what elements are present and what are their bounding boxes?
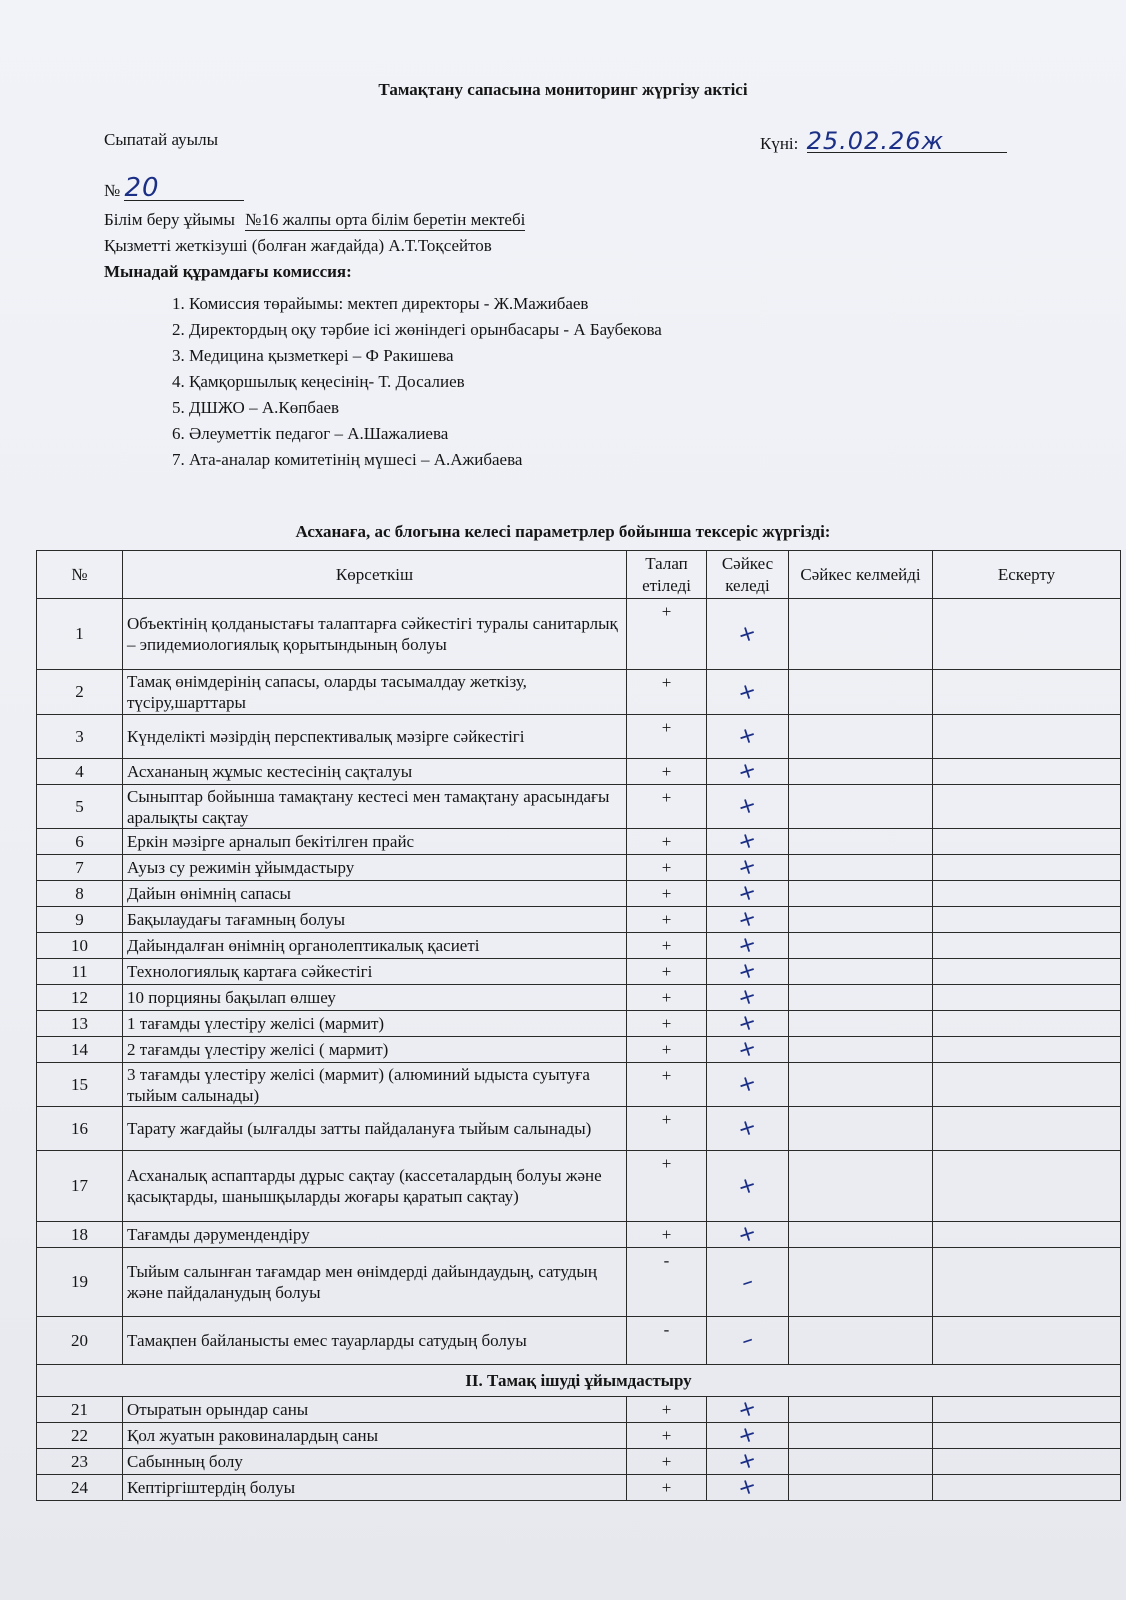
row-number: 18 xyxy=(37,1222,123,1248)
handwritten-mark: + xyxy=(734,1446,761,1477)
row-compliant xyxy=(707,852,789,883)
row-required: + xyxy=(627,759,707,785)
row-number: 16 xyxy=(37,1107,123,1151)
row-compliant xyxy=(707,1420,789,1451)
row-required: + xyxy=(627,829,707,855)
handwritten-mark: – xyxy=(738,1268,757,1296)
row-noncompliant xyxy=(789,599,933,670)
row-noncompliant xyxy=(789,855,933,881)
row-noncompliant xyxy=(789,985,933,1011)
handwritten-mark: + xyxy=(734,1034,761,1065)
row-required: + xyxy=(627,670,707,715)
commission-member: 7. Ата-аналар комитетінің мүшесі – А.Ажибаева xyxy=(172,450,523,469)
row-note xyxy=(933,985,1121,1011)
number-field xyxy=(104,173,244,203)
row-number: 19 xyxy=(37,1248,123,1317)
handwritten-mark: + xyxy=(734,982,761,1013)
row-number: 4 xyxy=(37,759,123,785)
row-required: + xyxy=(627,1423,707,1449)
row-compliant xyxy=(707,756,789,787)
commission-member: 1. Комиссия төрайымы: мектеп директоры - Ж.Мажибаев xyxy=(172,294,589,313)
row-indicator: 1 тағамды үлестіру желісі (мармит) xyxy=(123,1011,627,1037)
row-note xyxy=(933,785,1121,829)
row-required: + xyxy=(627,1151,707,1222)
row-note xyxy=(933,1011,1121,1037)
inspection-subtitle: Асханаға, ас блогына келесі параметрлер бойынша тексеріс жүргізді: xyxy=(295,522,831,541)
header-required: Талап етіледі xyxy=(627,551,707,599)
handwritten-mark: + xyxy=(734,1394,761,1425)
row-noncompliant xyxy=(789,907,933,933)
row-number: 24 xyxy=(37,1475,123,1501)
row-compliant xyxy=(707,1151,789,1222)
row-noncompliant xyxy=(789,1011,933,1037)
row-indicator: Тарату жағдайы (ылғалды затты пайдалануға тыйым салынады) xyxy=(123,1107,627,1151)
row-noncompliant xyxy=(789,1107,933,1151)
row-indicator: Күнделікті мәзірдің перспективалық мәзірге сәйкестігі xyxy=(123,715,627,759)
row-number: 14 xyxy=(37,1037,123,1063)
row-required: + xyxy=(627,985,707,1011)
row-number: 22 xyxy=(37,1423,123,1449)
table-row xyxy=(37,1151,1121,1222)
row-compliant xyxy=(707,785,789,829)
row-compliant xyxy=(707,1063,789,1107)
table-row xyxy=(37,855,1121,881)
row-compliant xyxy=(707,904,789,935)
handwritten-mark: + xyxy=(734,1113,761,1144)
table-row xyxy=(37,907,1121,933)
handwritten-mark: + xyxy=(734,904,761,935)
row-required: + xyxy=(627,715,707,759)
date-field xyxy=(760,127,1007,155)
row-note xyxy=(933,933,1121,959)
row-note xyxy=(933,829,1121,855)
section-header-row xyxy=(37,1365,1121,1397)
handwritten-mark: + xyxy=(734,1219,761,1250)
row-noncompliant xyxy=(789,715,933,759)
row-indicator: Бақылаудағы тағамның болуы xyxy=(123,907,627,933)
row-note xyxy=(933,1397,1121,1423)
number-value: 20 xyxy=(124,176,244,201)
row-required: + xyxy=(627,1011,707,1037)
row-required: + xyxy=(627,959,707,985)
row-compliant xyxy=(707,826,789,857)
row-number: 5 xyxy=(37,785,123,829)
handwritten-mark: – xyxy=(738,1326,757,1355)
table-row xyxy=(37,881,1121,907)
table-row xyxy=(37,1011,1121,1037)
row-noncompliant xyxy=(789,1063,933,1107)
handwritten-mark: + xyxy=(734,826,761,857)
row-note xyxy=(933,1107,1121,1151)
handwritten-mark: + xyxy=(734,756,761,787)
row-note xyxy=(933,1449,1121,1475)
organization-label: Білім беру ұйымы xyxy=(104,210,235,229)
row-noncompliant xyxy=(789,1475,933,1501)
row-compliant xyxy=(707,715,789,759)
row-compliant xyxy=(707,1317,789,1365)
row-indicator: Дайын өнімнің сапасы xyxy=(123,881,627,907)
row-indicator: Асханалық аспаптарды дұрыс сақтау (кассеталардың болуы және қасықтарды, шанышқыларды жоғары қаратып сақтау) xyxy=(123,1151,627,1222)
commission-list xyxy=(172,291,662,473)
row-required: + xyxy=(627,1397,707,1423)
row-required: + xyxy=(627,785,707,829)
row-note xyxy=(933,1423,1121,1449)
handwritten-mark: + xyxy=(734,619,761,649)
row-note xyxy=(933,1248,1121,1317)
row-required: + xyxy=(627,1037,707,1063)
row-required: + xyxy=(627,1107,707,1151)
row-compliant xyxy=(707,1446,789,1477)
row-noncompliant xyxy=(789,959,933,985)
row-indicator: Еркін мәзірге арналып бекітілген прайс xyxy=(123,829,627,855)
row-noncompliant xyxy=(789,1037,933,1063)
row-compliant xyxy=(707,1472,789,1503)
row-number: 21 xyxy=(37,1397,123,1423)
commission-member: 3. Медицина қызметкері – Ф Ракишева xyxy=(172,346,454,365)
table-row xyxy=(37,1423,1121,1449)
table-row xyxy=(37,1248,1121,1317)
row-indicator: 3 тағамды үлестіру желісі (мармит) (алюминий ыдыста суытуға тыйым салынады) xyxy=(123,1063,627,1107)
row-compliant xyxy=(707,1248,789,1317)
row-compliant xyxy=(707,599,789,670)
row-compliant xyxy=(707,878,789,909)
row-number: 13 xyxy=(37,1011,123,1037)
village-label: Сыпатай ауылы xyxy=(104,130,219,149)
row-note xyxy=(933,599,1121,670)
row-number: 12 xyxy=(37,985,123,1011)
row-number: 9 xyxy=(37,907,123,933)
row-compliant xyxy=(707,930,789,961)
table-row xyxy=(37,759,1121,785)
row-number: 17 xyxy=(37,1151,123,1222)
row-note xyxy=(933,1317,1121,1365)
row-noncompliant xyxy=(789,759,933,785)
row-required: + xyxy=(627,1475,707,1501)
handwritten-mark: + xyxy=(734,721,761,752)
row-compliant xyxy=(707,1034,789,1065)
row-number: 15 xyxy=(37,1063,123,1107)
handwritten-mark: + xyxy=(734,1472,761,1503)
section-title: II. Тамақ ішуді ұйымдастыру xyxy=(37,1365,1121,1397)
table-row xyxy=(37,985,1121,1011)
handwritten-mark: + xyxy=(734,1069,761,1100)
row-noncompliant xyxy=(789,670,933,715)
handwritten-mark: + xyxy=(734,956,761,987)
row-indicator: Сыныптар бойынша тамақтану кестесі мен тамақтану арасындағы аралықты сақтау xyxy=(123,785,627,829)
table-row xyxy=(37,1317,1121,1365)
row-note xyxy=(933,855,1121,881)
handwritten-mark: + xyxy=(734,852,761,883)
date-value: 25.02.26ж xyxy=(807,130,1007,153)
row-required: + xyxy=(627,881,707,907)
row-indicator: Асхананың жұмыс кестесінің сақталуы xyxy=(123,759,627,785)
row-indicator: Отыратын орындар саны xyxy=(123,1397,627,1423)
row-noncompliant xyxy=(789,1222,933,1248)
row-noncompliant xyxy=(789,1423,933,1449)
handwritten-mark: + xyxy=(734,1171,761,1201)
row-noncompliant xyxy=(789,1449,933,1475)
row-note xyxy=(933,1037,1121,1063)
row-indicator: Кептіргіштердің болуы xyxy=(123,1475,627,1501)
table-row xyxy=(37,1449,1121,1475)
organization-line xyxy=(104,210,525,231)
handwritten-mark: + xyxy=(734,677,761,707)
handwritten-mark: + xyxy=(734,930,761,961)
document-title: Тамақтану сапасына мониторинг жүргізу актісі xyxy=(378,80,748,99)
row-noncompliant xyxy=(789,1248,933,1317)
header-indicator: Көрсеткіш xyxy=(123,551,627,599)
row-compliant xyxy=(707,1219,789,1250)
row-noncompliant xyxy=(789,1397,933,1423)
row-indicator: Сабынның болу xyxy=(123,1449,627,1475)
row-note xyxy=(933,1151,1121,1222)
row-indicator: Дайындалған өнімнің органолептикалық қасиеті xyxy=(123,933,627,959)
row-number: 11 xyxy=(37,959,123,985)
row-indicator: Қол жуатын раковиналардың саны xyxy=(123,1423,627,1449)
supplier-line: Қызметті жеткізуші (болған жағдайда) А.Т.Тоқсейтов xyxy=(104,236,492,255)
table-header-row xyxy=(37,551,1121,599)
row-compliant xyxy=(707,1008,789,1039)
commission-member: 6. Әлеуметтік педагог – А.Шажалиева xyxy=(172,424,449,443)
row-note xyxy=(933,881,1121,907)
commission-member: 5. ДШЖО – А.Көпбаев xyxy=(172,398,340,417)
row-required: + xyxy=(627,1449,707,1475)
row-number: 2 xyxy=(37,670,123,715)
row-required: + xyxy=(627,1222,707,1248)
commission-member: 4. Қамқоршылық кеңесінің- Т. Досалиев xyxy=(172,372,465,391)
row-indicator: Тамақ өнімдерінің сапасы, оларды тасымалдау жеткізу, түсіру,шарттары xyxy=(123,670,627,715)
handwritten-mark: + xyxy=(734,878,761,909)
row-required: + xyxy=(627,907,707,933)
header-compliant: Сәйкес келеді xyxy=(707,551,789,599)
table-row xyxy=(37,1063,1121,1107)
row-indicator: 10 порцияны бақылап өлшеу xyxy=(123,985,627,1011)
header-number: № xyxy=(37,551,123,599)
row-noncompliant xyxy=(789,933,933,959)
row-number: 3 xyxy=(37,715,123,759)
table-row xyxy=(37,785,1121,829)
row-number: 10 xyxy=(37,933,123,959)
row-note xyxy=(933,715,1121,759)
row-number: 23 xyxy=(37,1449,123,1475)
row-note xyxy=(933,1475,1121,1501)
row-noncompliant xyxy=(789,785,933,829)
row-number: 6 xyxy=(37,829,123,855)
row-noncompliant xyxy=(789,881,933,907)
row-noncompliant xyxy=(789,829,933,855)
row-indicator: Тыйым салынған тағамдар мен өнімдерді дайындаудың, сатудың және пайдаланудың болуы xyxy=(123,1248,627,1317)
row-required: + xyxy=(627,1063,707,1107)
row-note xyxy=(933,1063,1121,1107)
table-row xyxy=(37,829,1121,855)
inspection-table xyxy=(36,550,1121,1501)
header-noncompliant: Сәйкес келмейді xyxy=(789,551,933,599)
commission-member: 2. Директордың оқу тәрбие ісі жөніндегі орынбасары - А Баубекова xyxy=(172,320,662,339)
table-row xyxy=(37,959,1121,985)
row-note xyxy=(933,959,1121,985)
row-note xyxy=(933,670,1121,715)
row-indicator: Тамақпен байланысты емес тауарларды сатудың болуы xyxy=(123,1317,627,1365)
row-note xyxy=(933,759,1121,785)
row-number: 8 xyxy=(37,881,123,907)
row-required: - xyxy=(627,1248,707,1317)
row-compliant xyxy=(707,1107,789,1151)
row-required: + xyxy=(627,855,707,881)
table-row xyxy=(37,715,1121,759)
table-row xyxy=(37,1397,1121,1423)
organization-value: №16 жалпы орта білім беретін мектебі xyxy=(245,210,526,229)
row-note xyxy=(933,1222,1121,1248)
row-compliant xyxy=(707,670,789,715)
handwritten-mark: + xyxy=(734,791,761,822)
table-row xyxy=(37,599,1121,670)
row-required: + xyxy=(627,599,707,670)
row-required: - xyxy=(627,1317,707,1365)
table-row xyxy=(37,670,1121,715)
row-indicator: Тағамды дәрумендендіру xyxy=(123,1222,627,1248)
row-indicator: Объектінің қолданыстағы талаптарға сәйкестігі туралы санитарлық – эпидемиологиялық қорытындының болуы xyxy=(123,599,627,670)
row-compliant xyxy=(707,982,789,1013)
table-row xyxy=(37,1475,1121,1501)
date-label: Күні: xyxy=(760,134,799,153)
row-number: 20 xyxy=(37,1317,123,1365)
commission-title: Мынадай құрамдағы комиссия: xyxy=(104,262,352,281)
table-row xyxy=(37,1107,1121,1151)
handwritten-mark: + xyxy=(734,1008,761,1039)
row-indicator: Технологиялық картаға сәйкестігі xyxy=(123,959,627,985)
row-indicator: Ауыз су режимін ұйымдастыру xyxy=(123,855,627,881)
row-noncompliant xyxy=(789,1317,933,1365)
row-required: + xyxy=(627,933,707,959)
table-row xyxy=(37,1222,1121,1248)
row-number: 7 xyxy=(37,855,123,881)
table-row xyxy=(37,1037,1121,1063)
row-compliant xyxy=(707,1394,789,1425)
table-row xyxy=(37,933,1121,959)
row-indicator: 2 тағамды үлестіру желісі ( мармит) xyxy=(123,1037,627,1063)
row-compliant xyxy=(707,956,789,987)
handwritten-mark: + xyxy=(734,1420,761,1451)
header-note: Ескерту xyxy=(933,551,1121,599)
row-note xyxy=(933,907,1121,933)
row-noncompliant xyxy=(789,1151,933,1222)
number-label: № xyxy=(104,181,121,200)
row-number: 1 xyxy=(37,599,123,670)
